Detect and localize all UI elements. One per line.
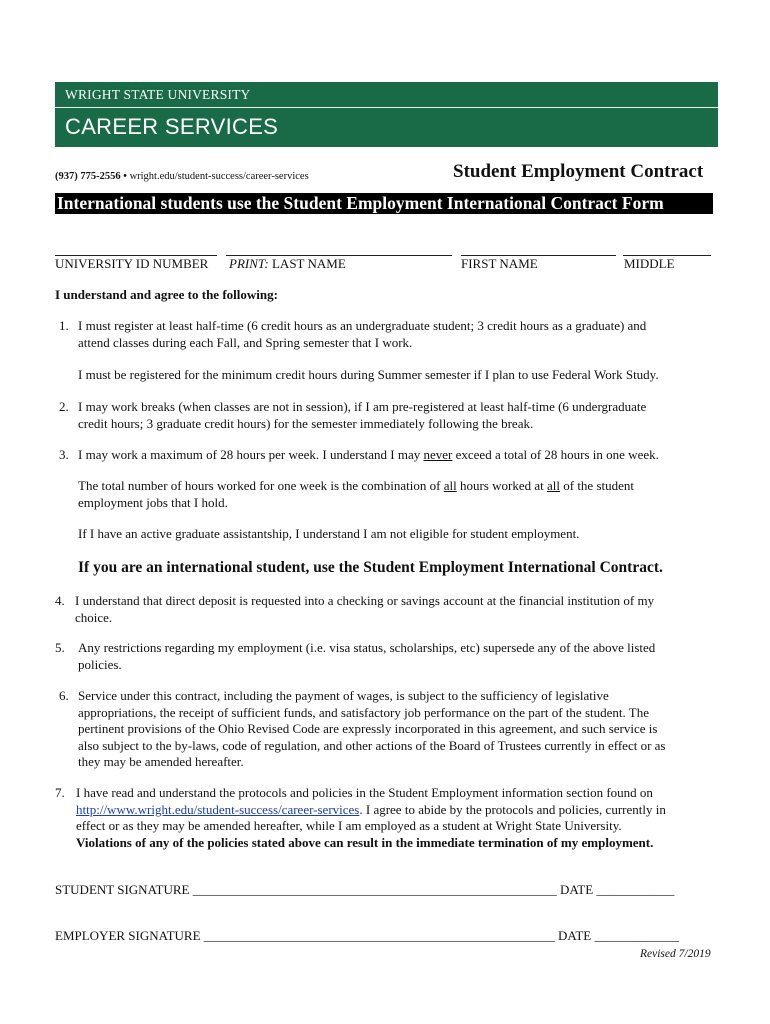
phone-number: (937) 775-2556 [55,171,121,182]
id-number-label: UNIVERSITY ID NUMBER [55,256,209,271]
item-3-number: 3. [59,447,69,462]
item-5-line-1: Any restrictions regarding my employment (i.e. visa status, scholarships, etc) supersede any of the above listed [78,640,656,655]
item-1-line-2: attend classes during each Fall, and Spring semester that I work. [78,334,413,350]
middle-name-label: MIDDLE [624,256,675,271]
website-text: wright.edu/student-success/career-services [129,171,309,182]
item-7-text [76,785,721,851]
item-1-number: 1. [59,318,69,333]
print-last-name-label [229,256,346,272]
item-2-line-1: I may work breaks (when classes are not in session), if I am pre-registered at least half-time (6 undergraduate [78,399,647,414]
item-4-number: 4. [55,593,65,608]
item-6-line-4: also subject to the by-laws, code of regulation, and other actions of the Board of Trustees currently in effect or as [78,737,666,753]
item-3-comb-c: of the student [559,478,634,493]
first-name-label: FIRST NAME [461,256,538,271]
item-5-text [78,640,718,673]
item-7-number: 7. [55,785,65,800]
item-6-number: 6. [59,688,69,703]
item-6-line-5: they may be amended hereafter. [78,754,244,769]
item-7-line-2 [76,802,721,819]
career-services-link[interactable]: http://www.wright.edu/student-success/career-services [76,801,360,817]
item-1-text [78,318,718,351]
international-note: If you are an international student, use the Student Employment International Contract. [78,559,663,576]
item-7-line-3 [76,818,721,835]
bullet-separator: • [123,171,127,182]
university-banner [55,82,718,107]
item-6-text [78,688,718,771]
document-title: Student Employment Contract [453,161,704,182]
item-5-number: 5. [55,640,65,655]
item-3-text-a: I may work a maximum of 28 hours per week. I understand I may [78,447,424,462]
item-4-line-1: I understand that direct deposit is requested into a checking or savings account at the financial institution of my [75,593,655,608]
contact-line [55,171,309,182]
item-1-summer: I must be registered for the minimum credit hours during Summer semester if I plan to use Federal Work Study. [78,367,659,382]
item-4-text [75,593,720,626]
item-6-line-3: pertinent provisions of the Ohio Revised Code are expressly incorporated in this agreement, and such service is [78,721,658,736]
university-name: WRIGHT STATE UNIVERSITY [65,87,251,102]
employer-signature-line[interactable]: EMPLOYER SIGNATURE ______________________________________________________ DATE _____________ [55,928,679,943]
item-5-line-2: policies. [78,656,122,672]
print-label: PRINT: [229,256,269,271]
item-3-combination [78,478,718,511]
item-3-comb-b: hours worked at [456,478,547,493]
item-1-line-1: I must register at least half-time (6 credit hours as an undergraduate student; 3 credit hours as a graduate) and [78,318,647,333]
item-7-line-2-rest: . I agree to abide by the protocols and policies, currently in [359,801,666,817]
violation-warning: Violations of any of the policies stated above can result in the immediate termination of my employment. [76,834,654,850]
item-2-text [78,399,718,432]
all-emphasis-2: all [546,478,560,493]
item-3-comb-a: The total number of hours worked for one week is the combination of [78,478,444,493]
international-banner: International students use the Student Employment International Contract Form [55,193,713,214]
all-emphasis-1: all [443,478,457,493]
department-banner [55,108,718,147]
item-3-text [78,447,659,464]
item-2-line-2: credit hours; 3 graduate credit hours) for the semester immediately following the break. [78,415,534,431]
item-3-combination-line-1 [78,478,718,495]
student-signature-line[interactable]: STUDENT SIGNATURE ________________________________________________________ DATE ____________ [55,882,675,897]
item-3-combination-line-2: employment jobs that I hold. [78,494,228,510]
last-name-label: LAST NAME [271,256,346,271]
item-7-line-1: I have read and understand the protocols and policies in the Student Employment information section found on [76,785,653,800]
item-3-text-b: exceed a total of 28 hours in one week. [452,447,659,462]
agreement-intro: I understand and agree to the following: [55,287,278,302]
item-7-line-3-text: effect or as they may be amended hereafter, while I am employed as a student at Wright State University. [76,818,622,833]
item-2-number: 2. [59,399,69,414]
item-6-line-2: appropriations, the receipt of sufficient funds, and satisfactory job performance on the part of the student. The [78,704,649,720]
item-6-line-1: Service under this contract, including the payment of wages, is subject to the sufficiency of legislative [78,688,609,703]
item-3-assistantship: If I have an active graduate assistantship, I understand I am not eligible for student employment. [78,526,580,541]
revision-date: Revised 7/2019 [640,948,711,960]
item-4-line-2: choice. [75,609,113,625]
department-name: CAREER SERVICES [65,114,279,139]
never-emphasis: never [423,447,453,462]
